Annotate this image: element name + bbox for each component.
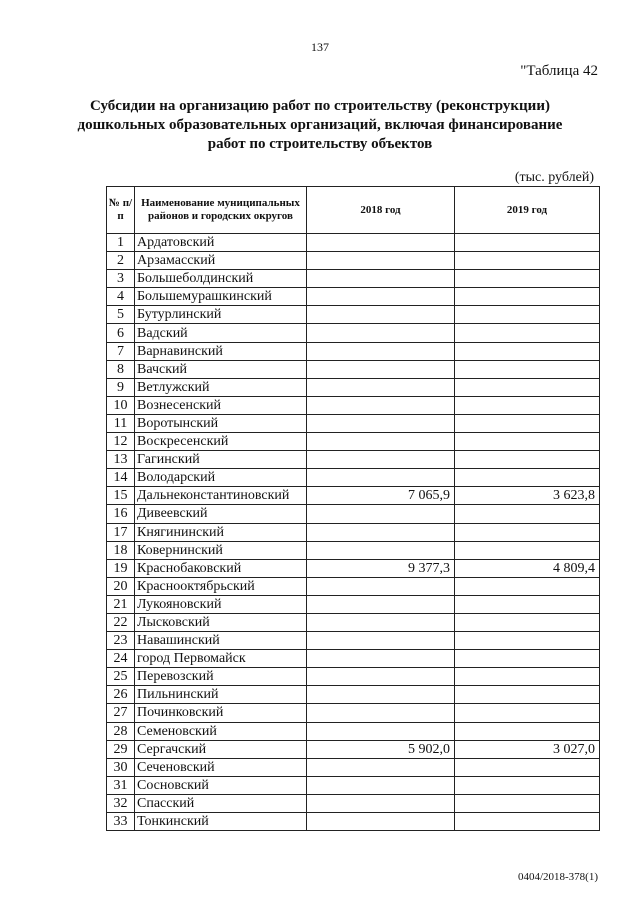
row-value-2019: 3 623,8 [455, 487, 600, 505]
row-value-2019 [455, 668, 600, 686]
row-number: 4 [107, 288, 135, 306]
row-number: 13 [107, 451, 135, 469]
row-name: город Первомайск [135, 650, 307, 668]
row-value-2018: 5 902,0 [307, 740, 455, 758]
row-name: Вачский [135, 360, 307, 378]
row-number: 14 [107, 469, 135, 487]
table-row [107, 360, 600, 378]
row-value-2019: 3 027,0 [455, 740, 600, 758]
row-name: Большеболдинский [135, 270, 307, 288]
table-row [107, 722, 600, 740]
row-value-2018 [307, 794, 455, 812]
row-number: 5 [107, 306, 135, 324]
row-value-2019 [455, 414, 600, 432]
table-row [107, 288, 600, 306]
row-number: 7 [107, 342, 135, 360]
row-number: 6 [107, 324, 135, 342]
row-value-2019 [455, 686, 600, 704]
row-number: 27 [107, 704, 135, 722]
table-row [107, 523, 600, 541]
row-value-2019 [455, 252, 600, 270]
row-number: 10 [107, 396, 135, 414]
row-value-2018 [307, 722, 455, 740]
row-name: Варнавинский [135, 342, 307, 360]
row-value-2019 [455, 794, 600, 812]
header-name: Наименование муниципальных районов и городских округов [135, 187, 307, 234]
row-value-2019 [455, 378, 600, 396]
table-row [107, 686, 600, 704]
row-value-2018 [307, 632, 455, 650]
document-title: Субсидии на организацию работ по строительству (реконструкции) дошкольных образовательных организаций, включая финансирование работ по строительству объектов [77, 98, 563, 152]
row-name: Пильнинский [135, 686, 307, 704]
row-number: 3 [107, 270, 135, 288]
row-name: Краснобаковский [135, 559, 307, 577]
row-name: Княгининский [135, 523, 307, 541]
row-value-2018 [307, 324, 455, 342]
row-value-2018 [307, 360, 455, 378]
row-value-2018 [307, 469, 455, 487]
row-name: Перевозский [135, 668, 307, 686]
row-value-2018 [307, 252, 455, 270]
header-2019: 2019 год [455, 187, 600, 234]
document-code: 0404/2018-378(1) [517, 871, 598, 883]
table-row [107, 650, 600, 668]
row-value-2019 [455, 758, 600, 776]
row-name: Вадский [135, 324, 307, 342]
row-value-2019 [455, 469, 600, 487]
row-value-2019: 4 809,4 [455, 559, 600, 577]
table-row [107, 324, 600, 342]
row-value-2018 [307, 396, 455, 414]
row-number: 20 [107, 577, 135, 595]
row-number: 16 [107, 505, 135, 523]
units-label: (тыс. рублей) [514, 170, 594, 185]
row-number: 19 [107, 559, 135, 577]
row-number: 15 [107, 487, 135, 505]
row-number: 28 [107, 722, 135, 740]
row-name: Навашинский [135, 632, 307, 650]
table-row [107, 740, 600, 758]
row-value-2019 [455, 451, 600, 469]
row-value-2018 [307, 668, 455, 686]
table-row [107, 632, 600, 650]
table-row [107, 487, 600, 505]
row-name: Бутурлинский [135, 306, 307, 324]
table-row [107, 234, 600, 252]
row-value-2018 [307, 776, 455, 794]
row-value-2019 [455, 613, 600, 631]
row-value-2019 [455, 704, 600, 722]
row-name: Сеченовский [135, 758, 307, 776]
row-number: 21 [107, 595, 135, 613]
row-value-2019 [455, 360, 600, 378]
row-name: Ардатовский [135, 234, 307, 252]
row-number: 31 [107, 776, 135, 794]
row-value-2018: 7 065,9 [307, 487, 455, 505]
row-value-2019 [455, 433, 600, 451]
table-row [107, 776, 600, 794]
row-value-2019 [455, 234, 600, 252]
row-number: 33 [107, 813, 135, 831]
table-row [107, 378, 600, 396]
row-number: 26 [107, 686, 135, 704]
header-2018: 2018 год [307, 187, 455, 234]
header-num: № п/п [107, 187, 135, 234]
row-value-2019 [455, 396, 600, 414]
table-row [107, 270, 600, 288]
row-number: 12 [107, 433, 135, 451]
row-number: 2 [107, 252, 135, 270]
row-number: 32 [107, 794, 135, 812]
row-value-2019 [455, 632, 600, 650]
row-name: Вознесенский [135, 396, 307, 414]
row-number: 22 [107, 613, 135, 631]
row-name: Ветлужский [135, 378, 307, 396]
row-value-2018 [307, 686, 455, 704]
table-row [107, 306, 600, 324]
table-row [107, 252, 600, 270]
row-name: Ковернинский [135, 541, 307, 559]
row-number: 25 [107, 668, 135, 686]
row-value-2018 [307, 758, 455, 776]
table-row [107, 469, 600, 487]
row-name: Семеновский [135, 722, 307, 740]
row-value-2019 [455, 577, 600, 595]
row-name: Лысковский [135, 613, 307, 631]
page-number: 137 [311, 40, 329, 54]
row-value-2018 [307, 523, 455, 541]
row-name: Арзамасский [135, 252, 307, 270]
table-row [107, 559, 600, 577]
row-value-2018 [307, 813, 455, 831]
row-name: Дальнеконстантиновский [135, 487, 307, 505]
table-row [107, 577, 600, 595]
row-value-2018 [307, 234, 455, 252]
row-name: Сергачский [135, 740, 307, 758]
table-row [107, 595, 600, 613]
row-value-2019 [455, 722, 600, 740]
row-value-2019 [455, 306, 600, 324]
row-value-2019 [455, 776, 600, 794]
row-name: Гагинский [135, 451, 307, 469]
table-row [107, 813, 600, 831]
row-value-2018 [307, 414, 455, 432]
row-number: 11 [107, 414, 135, 432]
row-value-2019 [455, 650, 600, 668]
row-value-2019 [455, 288, 600, 306]
table-row [107, 414, 600, 432]
row-name: Починковский [135, 704, 307, 722]
row-value-2019 [455, 324, 600, 342]
row-name: Воротынский [135, 414, 307, 432]
table-body [107, 234, 600, 831]
row-value-2018 [307, 541, 455, 559]
row-value-2018 [307, 613, 455, 631]
row-number: 17 [107, 523, 135, 541]
row-value-2018 [307, 306, 455, 324]
row-name: Дивеевский [135, 505, 307, 523]
row-value-2018 [307, 378, 455, 396]
table-row [107, 794, 600, 812]
row-name: Лукояновский [135, 595, 307, 613]
row-value-2018 [307, 577, 455, 595]
table-row [107, 396, 600, 414]
row-number: 24 [107, 650, 135, 668]
row-value-2018 [307, 505, 455, 523]
table-row [107, 758, 600, 776]
row-number: 18 [107, 541, 135, 559]
row-number: 9 [107, 378, 135, 396]
row-name: Краснооктябрьский [135, 577, 307, 595]
row-value-2018 [307, 451, 455, 469]
row-name: Володарский [135, 469, 307, 487]
table-row [107, 505, 600, 523]
table-row [107, 541, 600, 559]
table-row [107, 704, 600, 722]
row-value-2019 [455, 523, 600, 541]
row-name: Тонкинский [135, 813, 307, 831]
row-number: 23 [107, 632, 135, 650]
row-value-2019 [455, 813, 600, 831]
table-row [107, 342, 600, 360]
row-number: 1 [107, 234, 135, 252]
row-name: Спасский [135, 794, 307, 812]
row-value-2018: 9 377,3 [307, 559, 455, 577]
row-value-2018 [307, 704, 455, 722]
table-row [107, 613, 600, 631]
row-number: 30 [107, 758, 135, 776]
row-value-2019 [455, 505, 600, 523]
row-value-2018 [307, 270, 455, 288]
row-value-2018 [307, 342, 455, 360]
table-row [107, 451, 600, 469]
row-value-2019 [455, 595, 600, 613]
table-header-row [107, 187, 600, 234]
row-name: Воскресенский [135, 433, 307, 451]
row-value-2019 [455, 270, 600, 288]
subsidy-table [106, 186, 600, 831]
row-value-2018 [307, 595, 455, 613]
row-number: 8 [107, 360, 135, 378]
row-value-2018 [307, 433, 455, 451]
table-label: "Таблица 42 [520, 63, 598, 79]
row-value-2019 [455, 541, 600, 559]
table-row [107, 433, 600, 451]
row-name: Большемурашкинский [135, 288, 307, 306]
row-value-2018 [307, 288, 455, 306]
table-row [107, 668, 600, 686]
row-value-2018 [307, 650, 455, 668]
row-name: Сосновский [135, 776, 307, 794]
row-value-2019 [455, 342, 600, 360]
row-number: 29 [107, 740, 135, 758]
